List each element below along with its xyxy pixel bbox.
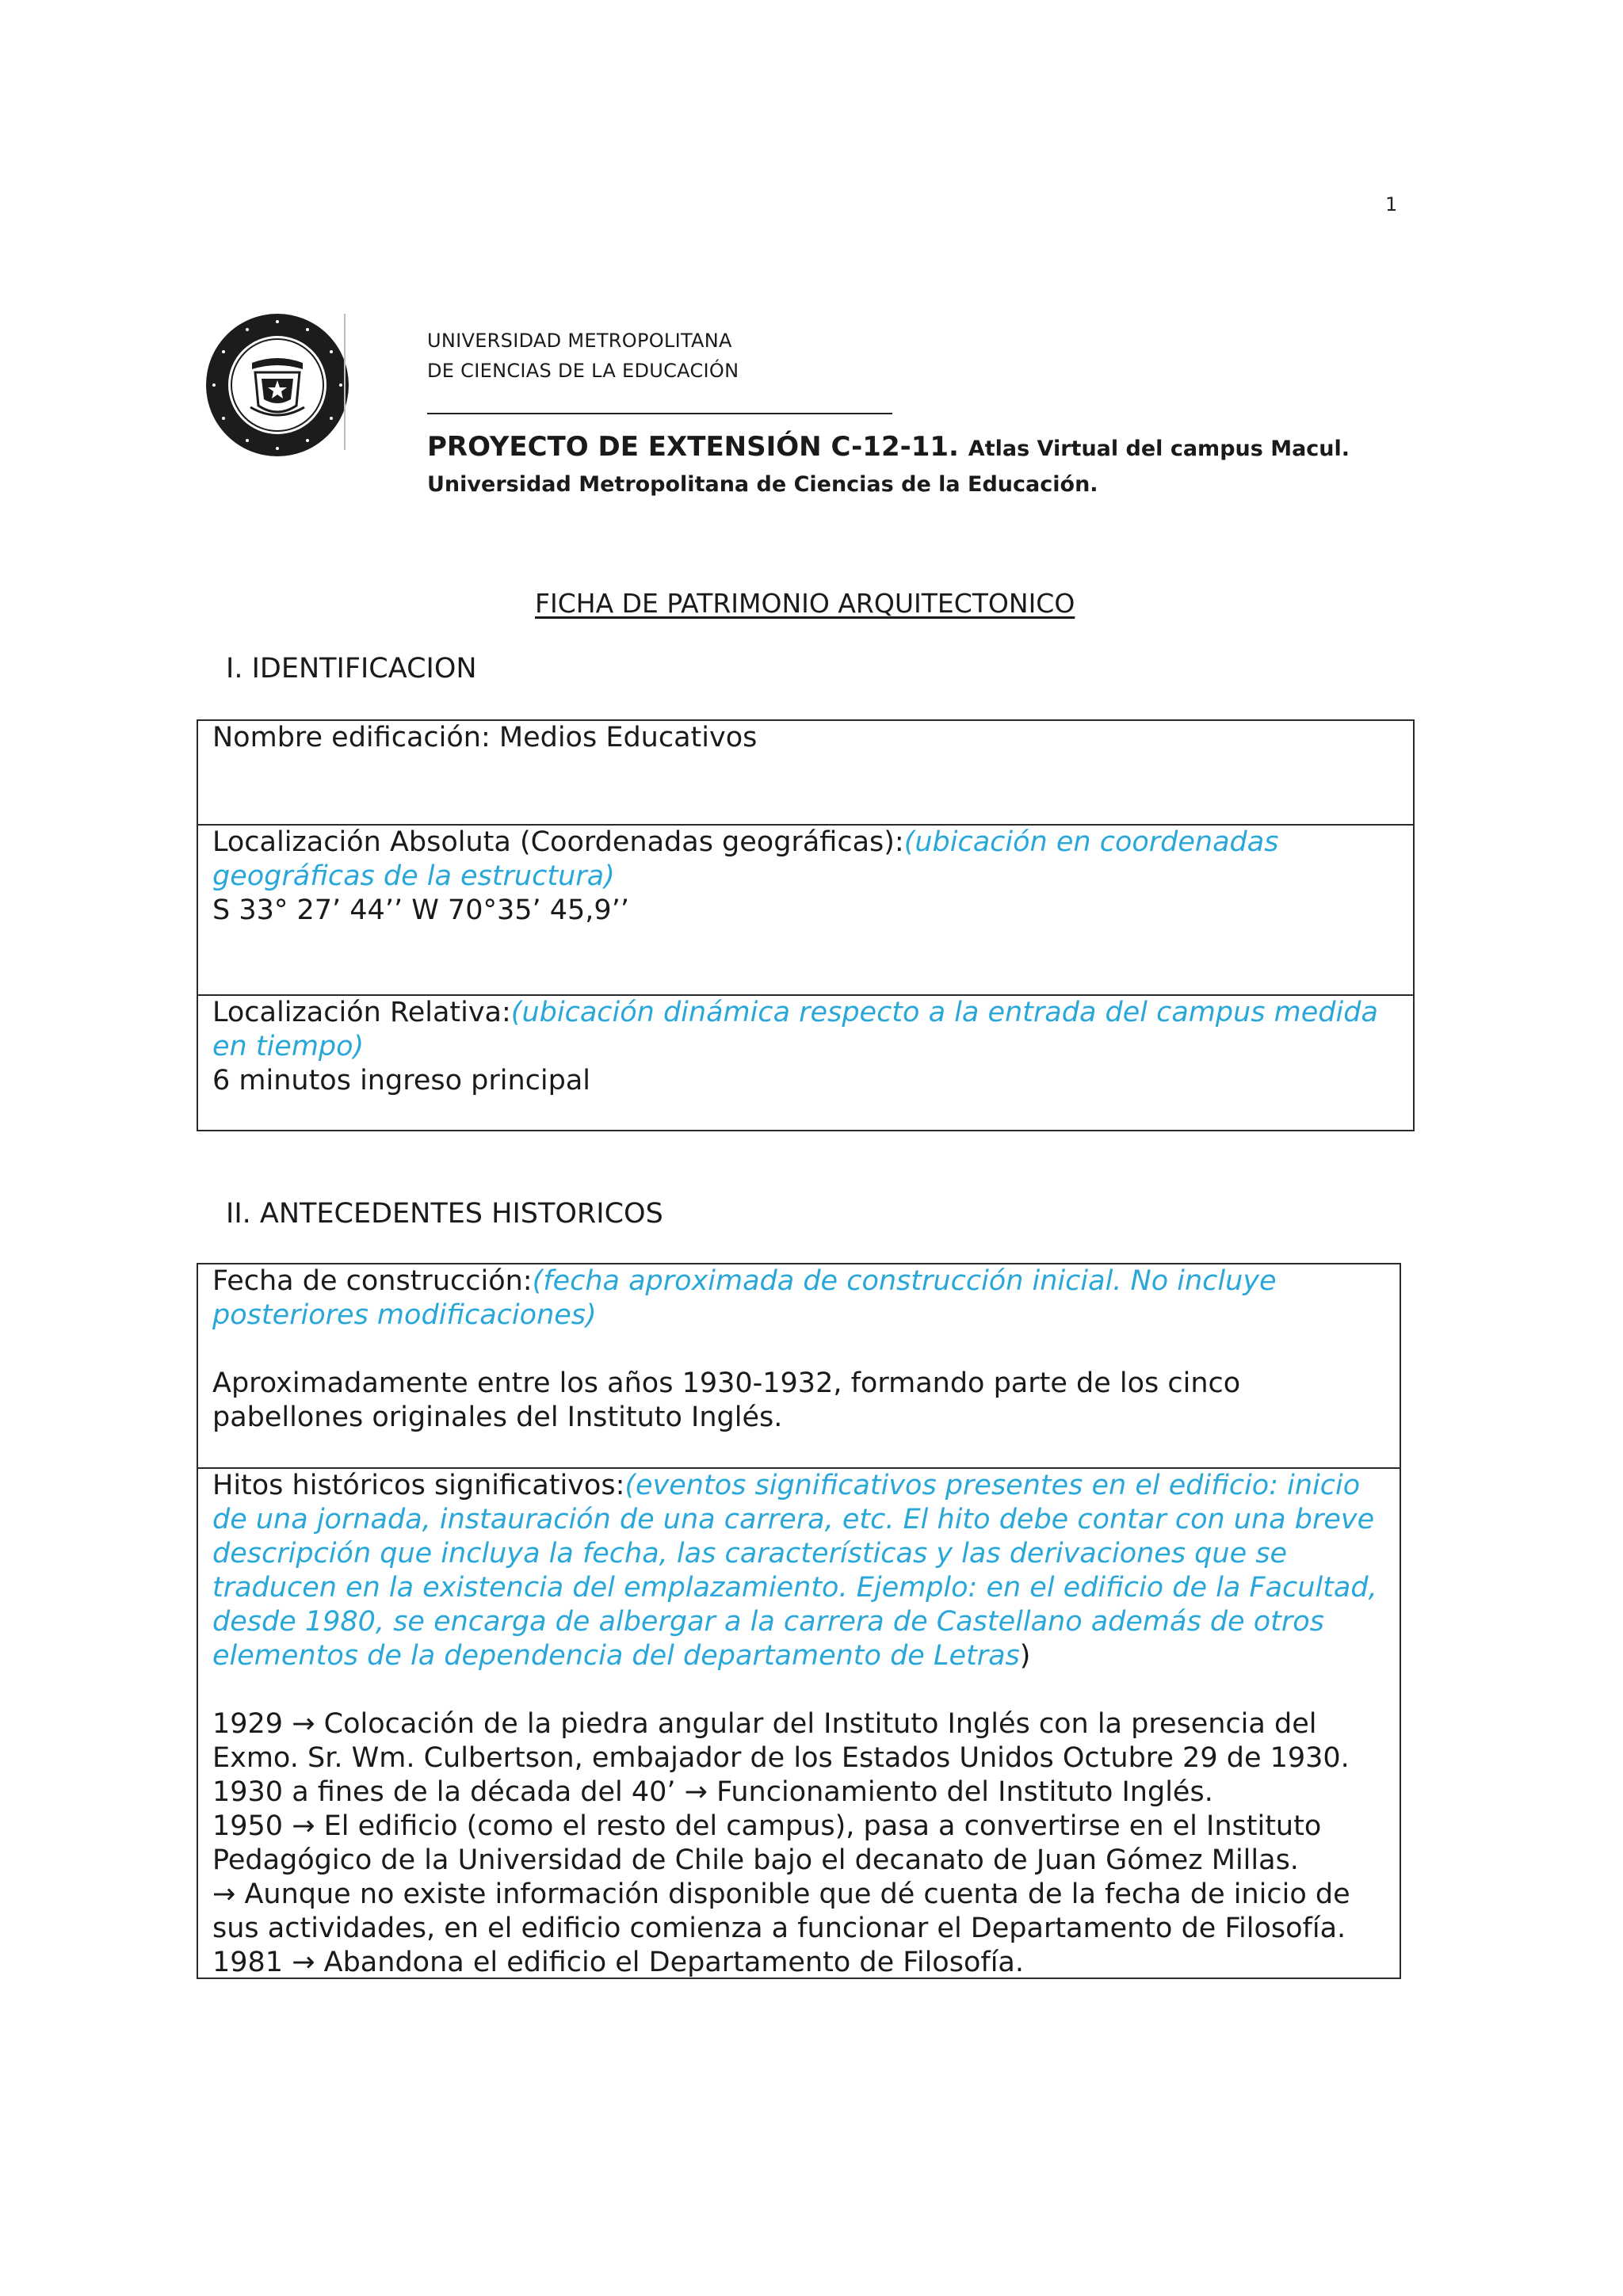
absolute-location-cell: [198, 824, 1413, 994]
construction-date-label: Fecha de construcción:: [212, 1265, 533, 1297]
historic-milestones-label: Hitos históricos significativos:: [212, 1470, 625, 1501]
construction-date-value: Aproximadamente entre los años 1930-1932, formando parte de los cinco pabellones originales del Instituto Inglés.: [212, 1367, 1241, 1433]
historic-milestones-hint-close: ): [1019, 1640, 1031, 1672]
document-title: FICHA DE PATRIMONIO ARQUITECTONICO: [535, 588, 1075, 619]
project-institution: Universidad Metropolitana de Ciencias de la Educación.: [427, 472, 1098, 497]
historic-milestones-hint: (eventos significativos presentes en el edificio: inicio de una jornada, instauración de una carrera, etc. El hito debe contar con una breve descripción que incluya la fecha, las características y las derivaciones que se traducen en la existencia del emplazamiento. Ejemplo: en el edificio de la Facultad, desde 1980, se encarga de albergar a la carrera de Castellano además de otros elementos de la dependencia del departamento de Letras: [212, 1470, 1377, 1672]
relative-location-hint: (ubicación dinámica respecto a la entrada del campus medida en tiempo): [212, 997, 1378, 1062]
milestone-item: 1930 a fines de la década del 40’ → Funcionamiento del Instituto Inglés.: [212, 1776, 1213, 1808]
project-subtitle: Atlas Virtual del campus Macul.: [968, 437, 1350, 461]
university-name-line1: UNIVERSIDAD METROPOLITANA: [427, 330, 732, 352]
relative-location-label: Localización Relativa:: [212, 997, 511, 1028]
historic-milestones-cell: [198, 1467, 1400, 1979]
absolute-location-text: [212, 826, 1399, 894]
building-name-cell: [198, 721, 1413, 824]
history-table: [197, 1263, 1401, 1979]
coordinates-value: S 33° 27’ 44’’ W 70°35’ 45,9’’: [212, 894, 629, 926]
absolute-location-hint: (ubicación en coordenadas geográficas de la estructura): [212, 826, 1279, 892]
milestone-item: 1981 → Abandona el edificio el Departamento de Filosofía.: [212, 1947, 1024, 1978]
construction-date-text: [212, 1264, 1385, 1333]
header-separator: [427, 413, 892, 414]
university-name-line2: DE CIENCIAS DE LA EDUCACIÓN: [427, 360, 739, 382]
construction-date-hint: (fecha aproximada de construcción inicial. No incluye posteriores modificaciones): [212, 1265, 1277, 1331]
milestone-item: 1929 → Colocación de la piedra angular del Instituto Inglés con la presencia del Exmo. Sr. Wm. Culbertson, embajador de los Estados Unidos Octubre 29 de 1930.: [212, 1708, 1350, 1774]
section-heading-identificacion: I. IDENTIFICACION: [226, 653, 477, 685]
relative-location-text: [212, 996, 1399, 1064]
absolute-location-label: Localización Absoluta (Coordenadas geográficas):: [212, 826, 904, 858]
university-seal-logo: [204, 312, 350, 458]
identification-table: [197, 719, 1415, 1131]
logo-divider: [344, 314, 346, 450]
section-heading-antecedentes: II. ANTECEDENTES HISTORICOS: [226, 1198, 663, 1230]
milestone-item: → Aunque no existe información disponible que dé cuenta de la fecha de inicio de sus actividades, en el edificio comienza a funcionar el Departamento de Filosofía.: [212, 1878, 1350, 1944]
project-code: PROYECTO DE EXTENSIÓN C-12-11.: [427, 431, 959, 463]
project-title: [427, 431, 1350, 463]
relative-location-cell: [198, 994, 1413, 1131]
milestone-item: 1950 → El edificio (como el resto del campus), pasa a convertirse en el Instituto Pedagógico de la Universidad de Chile bajo el decanato de Juan Gómez Millas.: [212, 1810, 1322, 1876]
relative-location-value: 6 minutos ingreso principal: [212, 1065, 590, 1097]
construction-date-cell: [198, 1264, 1400, 1467]
page-number: 1: [1385, 193, 1398, 215]
historic-milestones-text: [212, 1469, 1385, 1673]
building-name: Nombre edificación: Medios Educativos: [212, 722, 758, 753]
